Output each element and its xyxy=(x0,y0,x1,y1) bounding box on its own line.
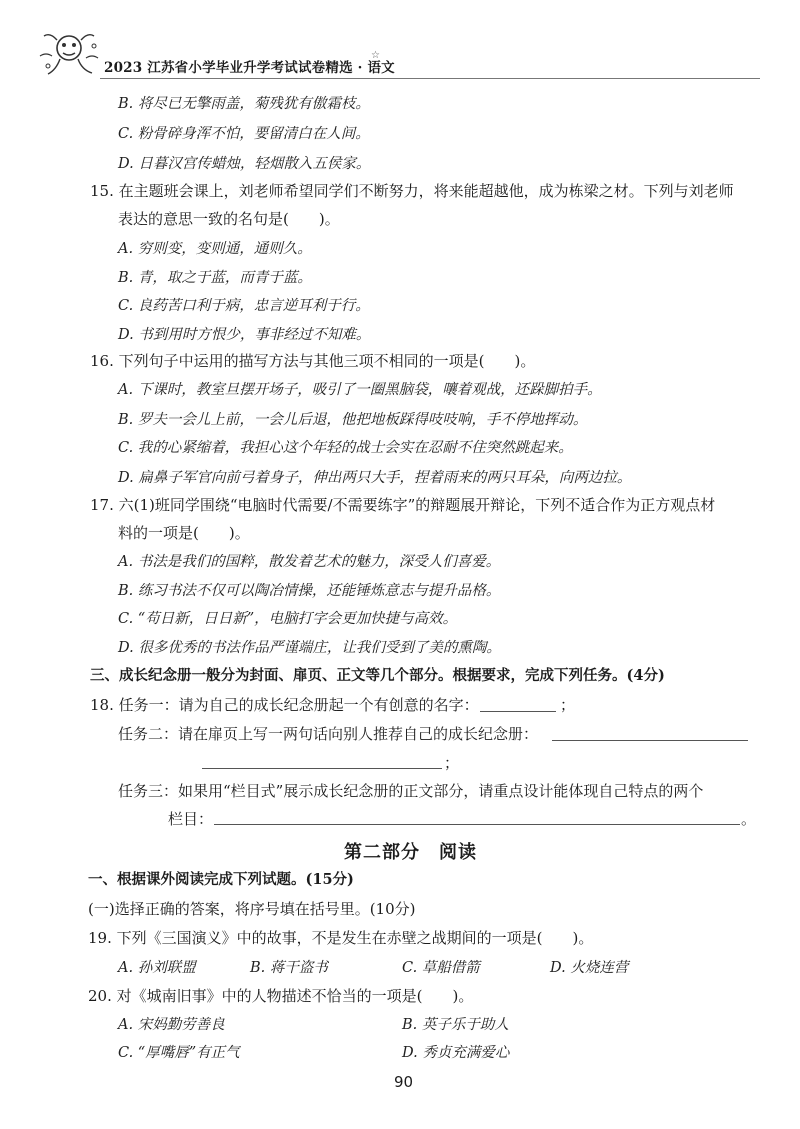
q19-option-a: A. 孙刘联盟 xyxy=(118,960,196,976)
reading-sub1-heading: (一)选择正确的答案，将序号填在括号里。(10分) xyxy=(88,900,416,918)
page-number: 90 xyxy=(394,1073,414,1091)
q18-task3-line1: 任务三：如果用“栏目式”展示成长纪念册的正文部分，请重点设计能体现自己特点的两个 xyxy=(118,782,704,800)
header-title: 2023 江苏省小学毕业升学考试试卷精选 · 语文 xyxy=(104,60,395,76)
q19-option-b: B. 蒋干盗书 xyxy=(250,960,328,976)
q20-option-b: B. 英子乐于助人 xyxy=(402,1017,509,1033)
q18-task1: 18. 任务一：请为自己的成长纪念册起一个有创意的名字： xyxy=(90,696,479,714)
q17-option-d: D. 很多优秀的书法作品严谨端庄，让我们受到了美的熏陶。 xyxy=(118,640,501,656)
header-star-mark: ☆ xyxy=(371,50,380,61)
q17-stem-line1: 17. 六(1)班同学围绕“电脑时代需要/不需要练字”的辩题展开辩论，下列不适合作为正方观点材 xyxy=(90,496,716,514)
q15-option-d: D. 书到用时方恨少，事非经过不知难。 xyxy=(118,327,371,343)
q19-option-d: D. 火烧连营 xyxy=(550,960,629,976)
q15-stem-line2: 表达的意思一致的名句是( )。 xyxy=(118,210,340,228)
q18-task1-end: ； xyxy=(560,696,576,714)
q18-task2-end: ； xyxy=(444,754,460,772)
q19-option-c: C. 草船借箭 xyxy=(402,960,480,976)
q17-option-b: B. 练习书法不仅可以陶冶情操，还能锤炼意志与提升品格。 xyxy=(118,583,501,599)
q20-option-d: D. 秀贞充满爱心 xyxy=(402,1045,510,1061)
q14-option-b: B. 将尽已无擎雨盖，菊残犹有傲霜枝。 xyxy=(118,96,370,112)
q16-stem: 16. 下列句子中运用的描写方法与其他三项不相同的一项是( )。 xyxy=(90,352,536,370)
q16-option-a: A. 下课时，教室旦摆开场子，吸引了一圈黑脑袋，嚷着观战，还跺脚拍手。 xyxy=(118,382,602,398)
header-divider xyxy=(100,78,760,79)
q14-option-c: C. 粉骨碎身浑不怕，要留清白在人间。 xyxy=(118,126,370,142)
part2-title: 第二部分 阅读 xyxy=(344,842,477,863)
q15-option-c: C. 良药苦口利于病，忠言逆耳利于行。 xyxy=(118,298,370,314)
q16-option-c: C. 我的心紧缩着，我担心这个年轻的战士会实在忍耐不住突然跳起来。 xyxy=(118,440,573,456)
q14-option-d: D. 日暮汉宫传蜡烛，轻烟散入五侯家。 xyxy=(118,156,371,172)
q17-stem-line2: 料的一项是( )。 xyxy=(118,524,250,542)
q18-task2: 任务二：请在扉页上写一两句话向别人推荐自己的成长纪念册： xyxy=(118,725,539,743)
q18-task2-answer-line1[interactable] xyxy=(552,740,748,741)
q20-stem: 20. 对《城南旧事》中的人物描述不恰当的一项是( )。 xyxy=(88,987,474,1005)
q15-option-b: B. 青，取之于蓝，而青于蓝。 xyxy=(118,270,312,286)
q17-option-a: A. 书法是我们的国粹，散发着艺术的魅力，深受人们喜爱。 xyxy=(118,554,501,570)
section3-heading: 三、成长纪念册一般分为封面、扉页、正文等几个部分。根据要求，完成下列任务。(4分) xyxy=(90,667,665,684)
q18-task2-answer-line2[interactable] xyxy=(202,768,442,769)
q20-option-a: A. 宋妈勤劳善良 xyxy=(118,1017,225,1033)
q18-task3-end: 。 xyxy=(741,810,757,828)
q18-task3-answer-line[interactable] xyxy=(214,824,740,825)
q18-task1-answer-line[interactable] xyxy=(480,711,556,712)
q15-option-a: A. 穷则变，变则通，通则久。 xyxy=(118,241,312,257)
reading-section1-heading: 一、根据课外阅读完成下列试题。(15分) xyxy=(88,871,354,888)
q16-option-b: B. 罗夫一会儿上前，一会儿后退，他把地板踩得吱吱响，手不停地挥动。 xyxy=(118,412,588,428)
q17-option-c: C. “苟日新，日日新”，电脑打字会更加快捷与高效。 xyxy=(118,611,458,627)
q18-task3-line2: 栏目： xyxy=(168,810,214,828)
cartoon-logo-icon xyxy=(36,26,102,80)
q16-option-d: D. 扁鼻子军官向前弓着身子，伸出两只大手，捏着雨来的两只耳朵，向两边拉。 xyxy=(118,470,632,486)
q19-stem: 19. 下列《三国演义》中的故事，不是发生在赤壁之战期间的一项是( )。 xyxy=(88,929,594,947)
q15-stem-line1: 15. 在主题班会课上，刘老师希望同学们不断努力，将来能超越他，成为栋梁之材。下列与刘老师 xyxy=(90,182,734,200)
q20-option-c: C. “厚嘴唇”有正气 xyxy=(118,1045,240,1061)
